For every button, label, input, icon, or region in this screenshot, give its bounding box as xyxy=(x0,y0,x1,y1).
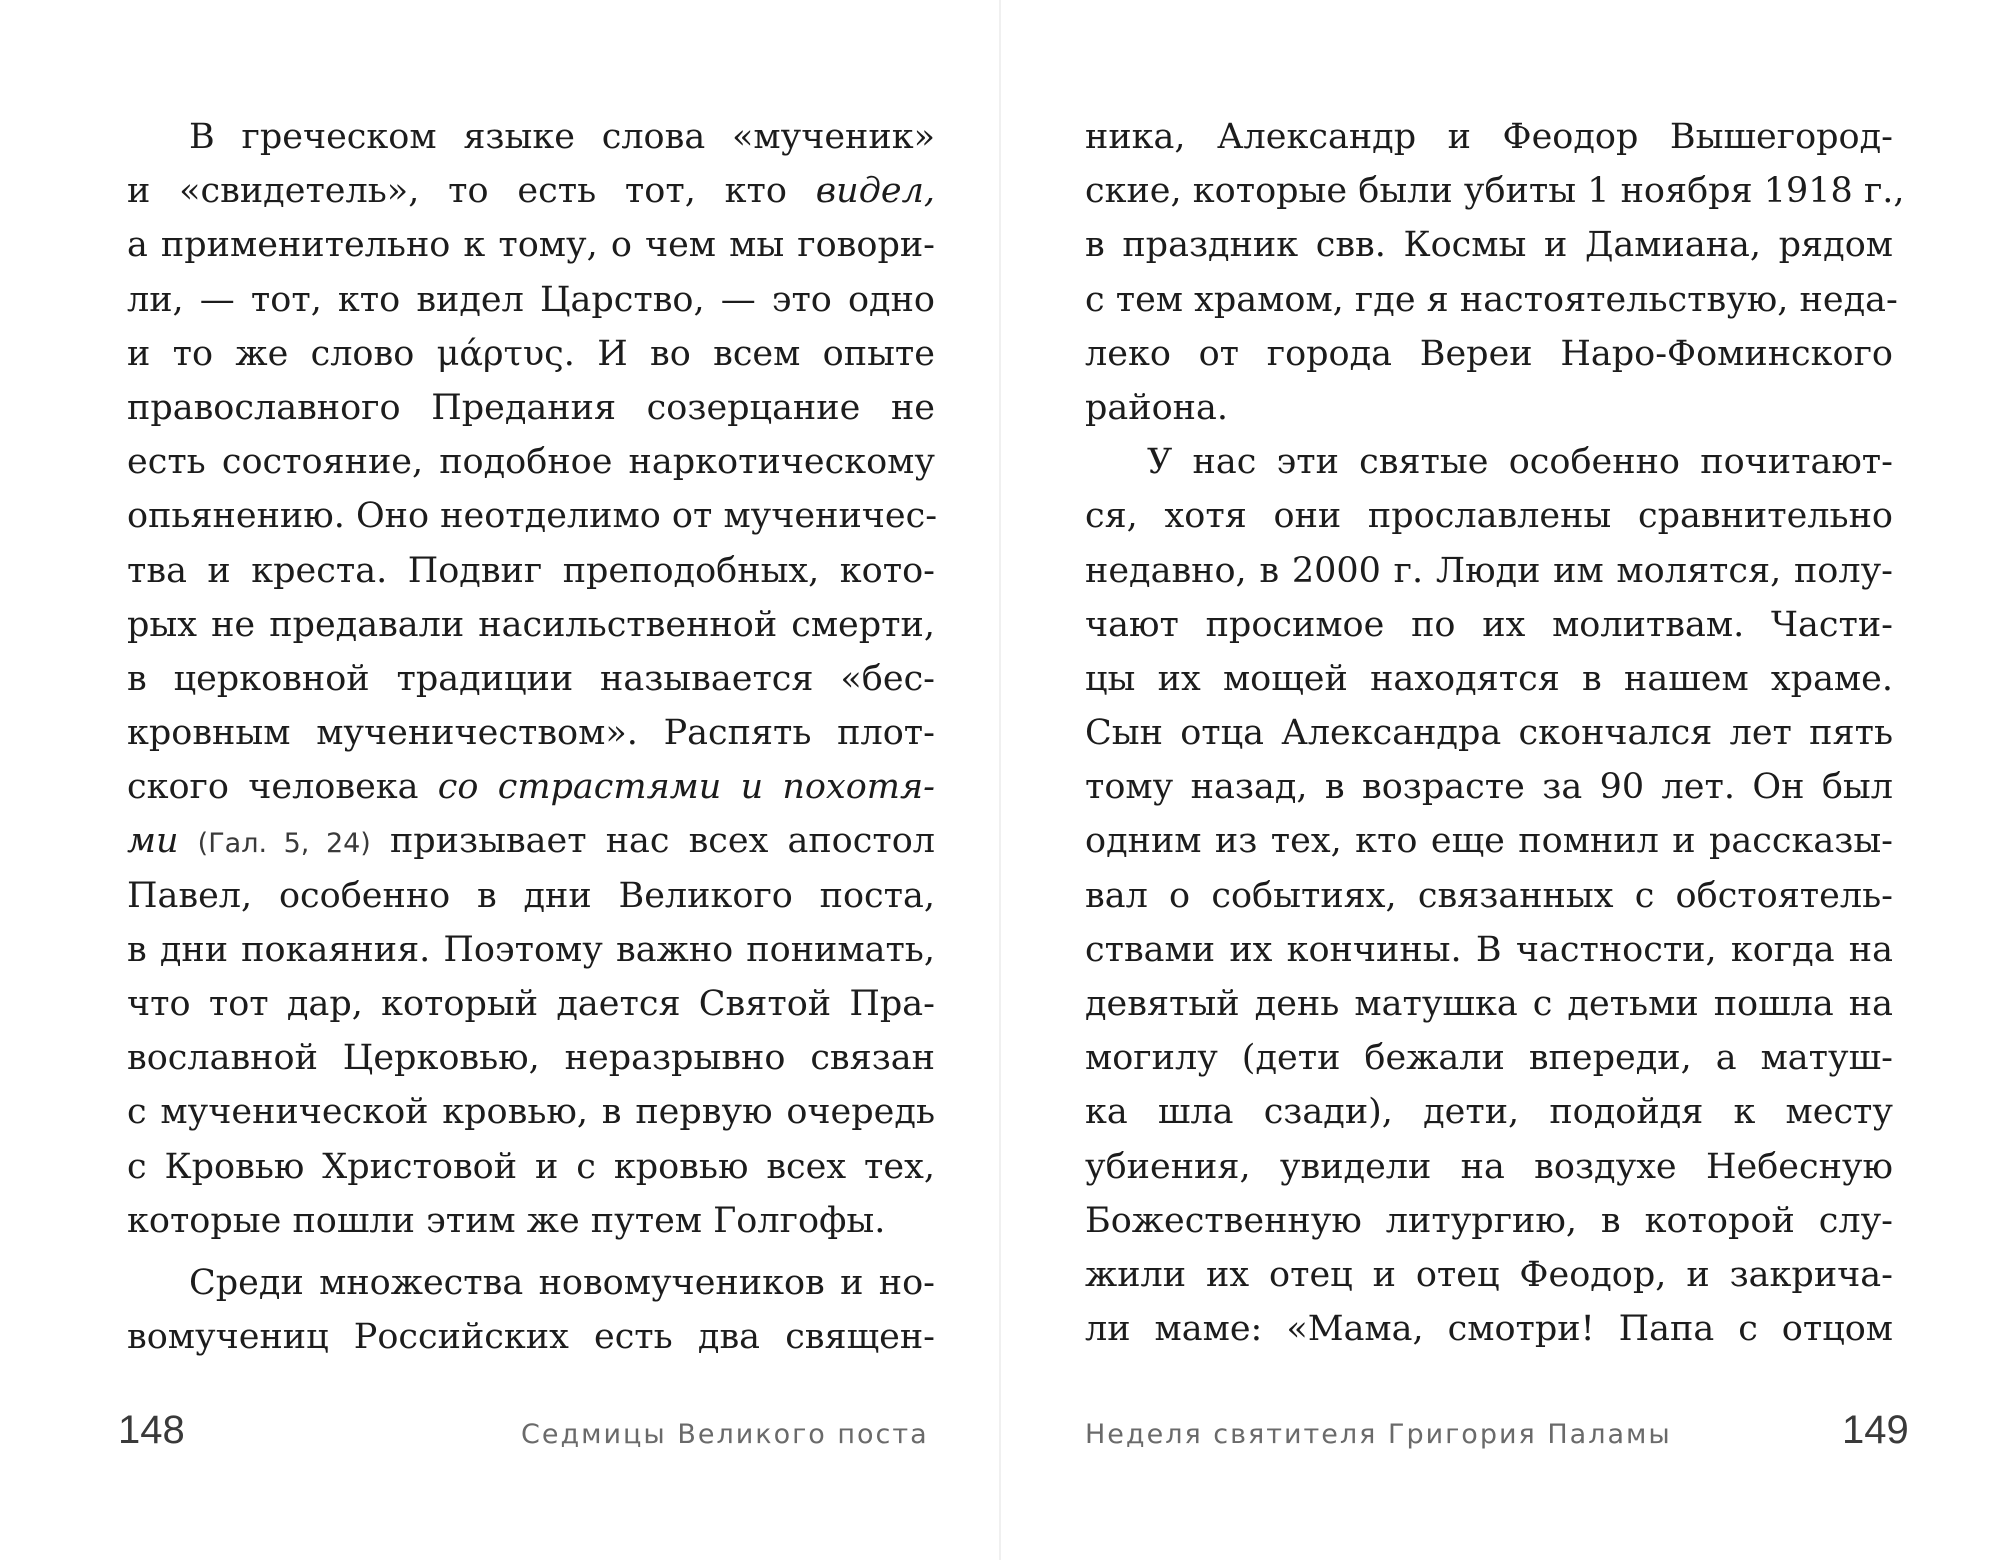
text-line: ствами их кончины. В частности, когда на xyxy=(1085,929,1893,970)
text-line: опьянению. Оно неотделимо от мученичес- xyxy=(127,496,938,537)
text-line: ка шла сзади), дети, подойдя к месту xyxy=(1085,1092,1893,1133)
text-line: тва и креста. Подвиг преподобных, кото- xyxy=(127,550,935,591)
text-line xyxy=(127,814,935,868)
text-line: района. xyxy=(1085,387,1228,428)
text-line: убиения, увидели на воздухе Небесную xyxy=(1085,1146,1893,1187)
text-line: которые пошли этим же путем Голгофы. xyxy=(127,1200,886,1241)
text-line: а применительно к тому, о чем мы говори- xyxy=(127,225,935,266)
right-page-text xyxy=(1085,110,1905,1356)
text-line: леко от города Вереи Наро-Фоминского xyxy=(1085,333,1893,374)
text-run: ского человека xyxy=(127,767,438,808)
text-line: В греческом языке слова «мученик» xyxy=(189,117,935,157)
text-line: с Кровью Христовой и с кровью всех тех, xyxy=(127,1146,935,1187)
text-line: вал о событиях, связанных с обстоятель- xyxy=(1085,875,1893,916)
text-run: и «свидетель», то есть тот, кто xyxy=(127,171,816,212)
scripture-reference: (Гал. 5, 24) xyxy=(197,828,371,860)
page-number-right: 149 xyxy=(1842,1408,1909,1452)
text-line: Павел, особенно в дни Великого поста, xyxy=(127,875,935,916)
text-line: в праздник свв. Космы и Дамиана, рядом xyxy=(1085,225,1893,266)
text-line: в церковной традиции называется «бес- xyxy=(127,658,935,699)
text-line xyxy=(127,760,935,814)
running-head-left: Седмицы Великого поста xyxy=(521,1419,929,1450)
text-line: в дни покаяния. Поэтому важно понимать, xyxy=(127,929,935,970)
text-line: У нас эти святые особенно почитают- xyxy=(1147,442,1893,483)
text-line: могилу (дети бежали впереди, а матуш- xyxy=(1085,1038,1893,1079)
text-line: ли маме: «Мама, смотри! Папа с отцом xyxy=(1085,1309,1893,1350)
text-line: одним из тех, кто еще помнил и рассказы- xyxy=(1085,821,1893,862)
text-line: тому назад, в возрасте за 90 лет. Он был xyxy=(1085,767,1893,808)
text-line: есть состояние, подобное наркотическому xyxy=(127,442,935,483)
text-line: ли, — тот, кто видел Царство, — это одно xyxy=(127,279,935,320)
text-line: ника, Александр и Феодор Вышегород- xyxy=(1085,117,1893,157)
text-line: Сын отца Александра скончался лет пять xyxy=(1085,713,1893,754)
text-line: вославной Церковью, неразрывно связан xyxy=(127,1038,935,1079)
text-line: с мученической кровью, в первую очередь xyxy=(127,1092,935,1133)
text-line: ся, хотя они прославлены сравнительно xyxy=(1085,496,1893,537)
text-line xyxy=(127,164,935,218)
text-line: жили их отец и отец Феодор, и закрича- xyxy=(1085,1254,1893,1295)
text-line: православного Предания созерцание не xyxy=(127,387,935,428)
text-line: Среди множества новомучеников и но- xyxy=(189,1262,935,1303)
text-line: рых не предавали насильственной смерти, xyxy=(127,604,935,645)
italic-quote: со страстями и похотя- xyxy=(437,767,935,808)
left-page-text xyxy=(127,110,938,1364)
running-head-right: Неделя святителя Григория Паламы xyxy=(1085,1419,1672,1450)
text-line: ские, которые были убиты 1 ноября 1918 г., xyxy=(1085,171,1905,212)
text-line: что тот дар, который дается Святой Пра- xyxy=(127,984,935,1024)
text-line: с тем храмом, где я настоятельствую, неда- xyxy=(1085,279,1898,320)
italic-word: видел, xyxy=(815,171,935,212)
text-line: Божественную литургию, в которой слу- xyxy=(1085,1200,1893,1241)
text-line: и то же слово μάρτυς. И во всем опыте xyxy=(127,333,935,374)
text-line: цы их мощей находятся в нашем храме. xyxy=(1085,658,1893,699)
text-line: недавно, в 2000 г. Люди им молятся, полу- xyxy=(1085,550,1893,591)
page-number-left: 148 xyxy=(118,1408,185,1452)
italic-quote: ми xyxy=(127,821,179,862)
text-line: девятый день матушка с детьми пошла на xyxy=(1085,984,1893,1024)
page-gutter xyxy=(999,0,1001,1560)
text-line: кровным мученичеством». Распять плот- xyxy=(127,713,935,754)
text-line: чают просимое по их молитвам. Части- xyxy=(1085,604,1893,645)
text-line: вомучениц Российских есть два священ- xyxy=(127,1317,935,1358)
text-run: призывает нас всех апостол xyxy=(370,821,936,862)
